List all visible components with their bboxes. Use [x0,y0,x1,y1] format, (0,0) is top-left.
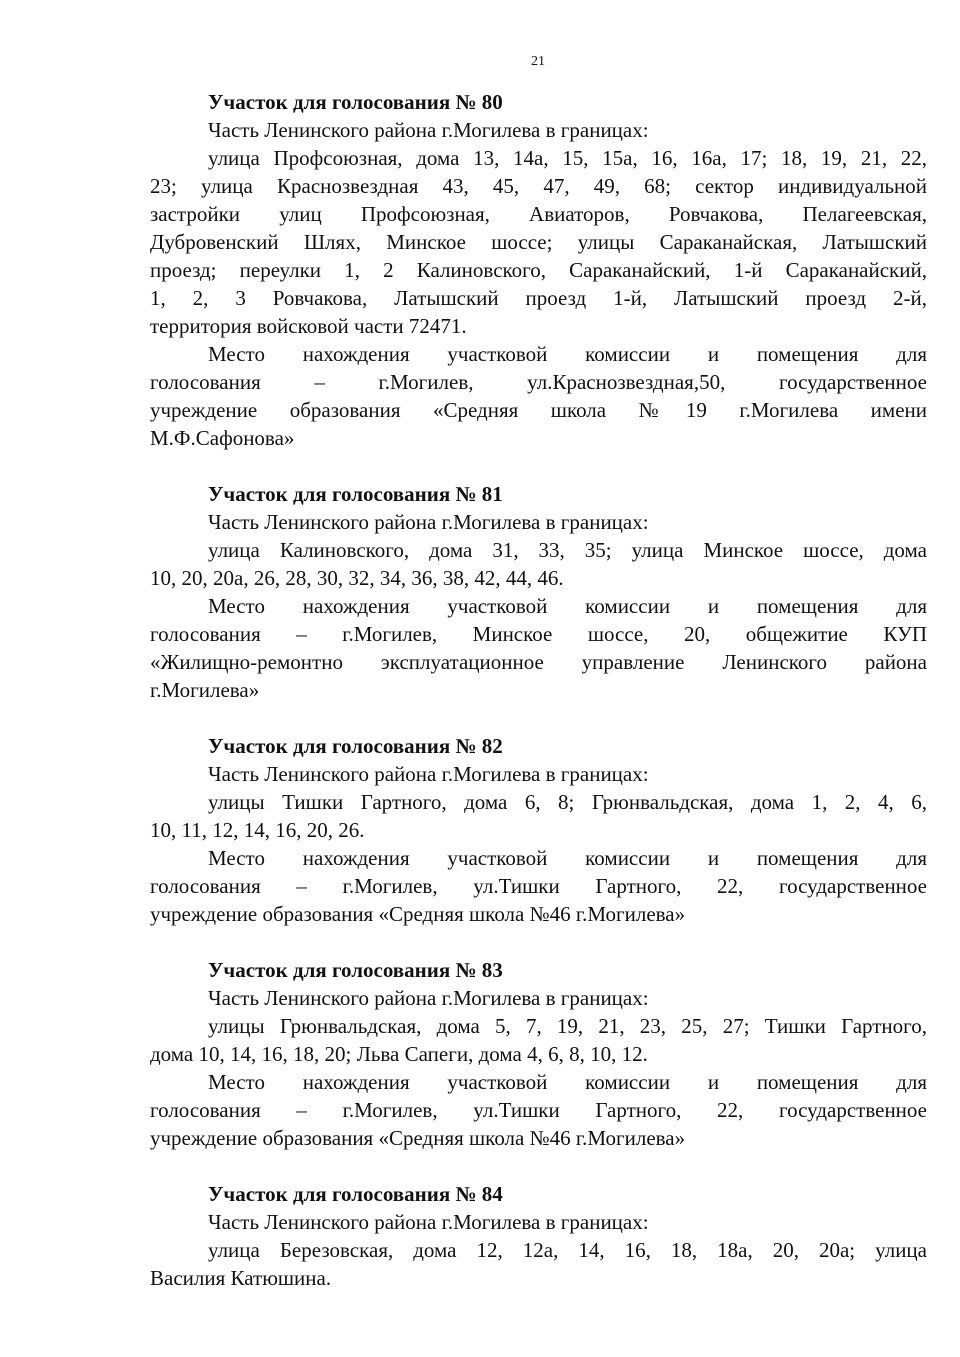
page-number: 21 [531,54,545,69]
location-line: учреждение образования «Средняя школа №19 г.Могилева имени [150,398,927,422]
boundary-line: улицы Тишки Гартного, дома 6, 8; Грюнвальдская, дома 1, 2, 4, 6, [208,790,927,814]
district-line: Часть Ленинского района г.Могилева в границах: [208,986,649,1010]
polling-station-84 [150,1180,927,1292]
boundary-line: улица Калиновского, дома 31, 33, 35; улица Минское шоссе, дома [208,538,927,562]
section-heading: Участок для голосования № 83 [208,958,503,982]
boundary-line: 1, 2, 3 Ровчакова, Латышский проезд 1-й, Латышский проезд 2-й, [150,286,927,310]
boundary-line: застройки улиц Профсоюзная, Авиаторов, Ровчакова, Пелагеевская, [150,202,927,226]
location-line: Место нахождения участковой комиссии и помещения для [208,1070,927,1094]
section-heading: Участок для голосования № 80 [208,90,503,114]
location-line: г.Могилева» [150,678,260,702]
polling-station-81 [150,480,927,704]
document-body [150,88,927,1320]
location-line: Место нахождения участковой комиссии и помещения для [208,594,927,618]
boundary-line: улица Профсоюзная, дома 13, 14а, 15, 15а, 16, 16а, 17; 18, 19, 21, 22, [208,146,927,170]
boundary-line: дома 10, 14, 16, 18, 20; Льва Сапеги, дома 4, 6, 8, 10, 12. [150,1042,648,1066]
district-line: Часть Ленинского района г.Могилева в границах: [208,118,649,142]
location-line: Место нахождения участковой комиссии и помещения для [208,342,927,366]
section-heading: Участок для голосования № 81 [208,482,503,506]
location-line: учреждение образования «Средняя школа №46 г.Могилева» [150,902,686,926]
location-line: голосования – г.Могилев, ул.Краснозвездная,50, государственное [150,370,927,394]
location-line: учреждение образования «Средняя школа №46 г.Могилева» [150,1126,686,1150]
boundary-line: проезд; переулки 1, 2 Калиновского, Сараканайский, 1-й Сараканайский, [150,258,927,282]
location-line: «Жилищно-ремонтно эксплуатационное управление Ленинского района [150,650,927,674]
district-line: Часть Ленинского района г.Могилева в границах: [208,1210,649,1234]
location-line: голосования – г.Могилев, Минское шоссе, 20, общежитие КУП [150,622,927,646]
location-line: голосования – г.Могилев, ул.Тишки Гартного, 22, государственное [150,874,927,898]
polling-station-83 [150,956,927,1152]
location-line: Место нахождения участковой комиссии и помещения для [208,846,927,870]
location-line: М.Ф.Сафонова» [150,426,295,450]
location-line: голосования – г.Могилев, ул.Тишки Гартного, 22, государственное [150,1098,927,1122]
district-line: Часть Ленинского района г.Могилева в границах: [208,762,649,786]
boundary-line: 10, 11, 12, 14, 16, 20, 26. [150,818,365,842]
polling-station-80 [150,88,927,452]
boundary-line: 10, 20, 20а, 26, 28, 30, 32, 34, 36, 38, 42, 44, 46. [150,566,564,590]
boundary-line: территория войсковой части 72471. [150,314,467,338]
boundary-line: улица Березовская, дома 12, 12а, 14, 16, 18, 18а, 20, 20а; улица [208,1238,927,1262]
boundary-line: 23; улица Краснозвездная 43, 45, 47, 49, 68; сектор индивидуальной [150,174,927,198]
boundary-line: Василия Катюшина. [150,1266,332,1290]
polling-station-82 [150,732,927,928]
section-heading: Участок для голосования № 84 [208,1182,503,1206]
boundary-line: улицы Грюнвальдская, дома 5, 7, 19, 21, 23, 25, 27; Тишки Гартного, [208,1014,927,1038]
section-heading: Участок для голосования № 82 [208,734,503,758]
boundary-line: Дубровенский Шлях, Минское шоссе; улицы Сараканайская, Латышский [150,230,927,254]
district-line: Часть Ленинского района г.Могилева в границах: [208,510,649,534]
